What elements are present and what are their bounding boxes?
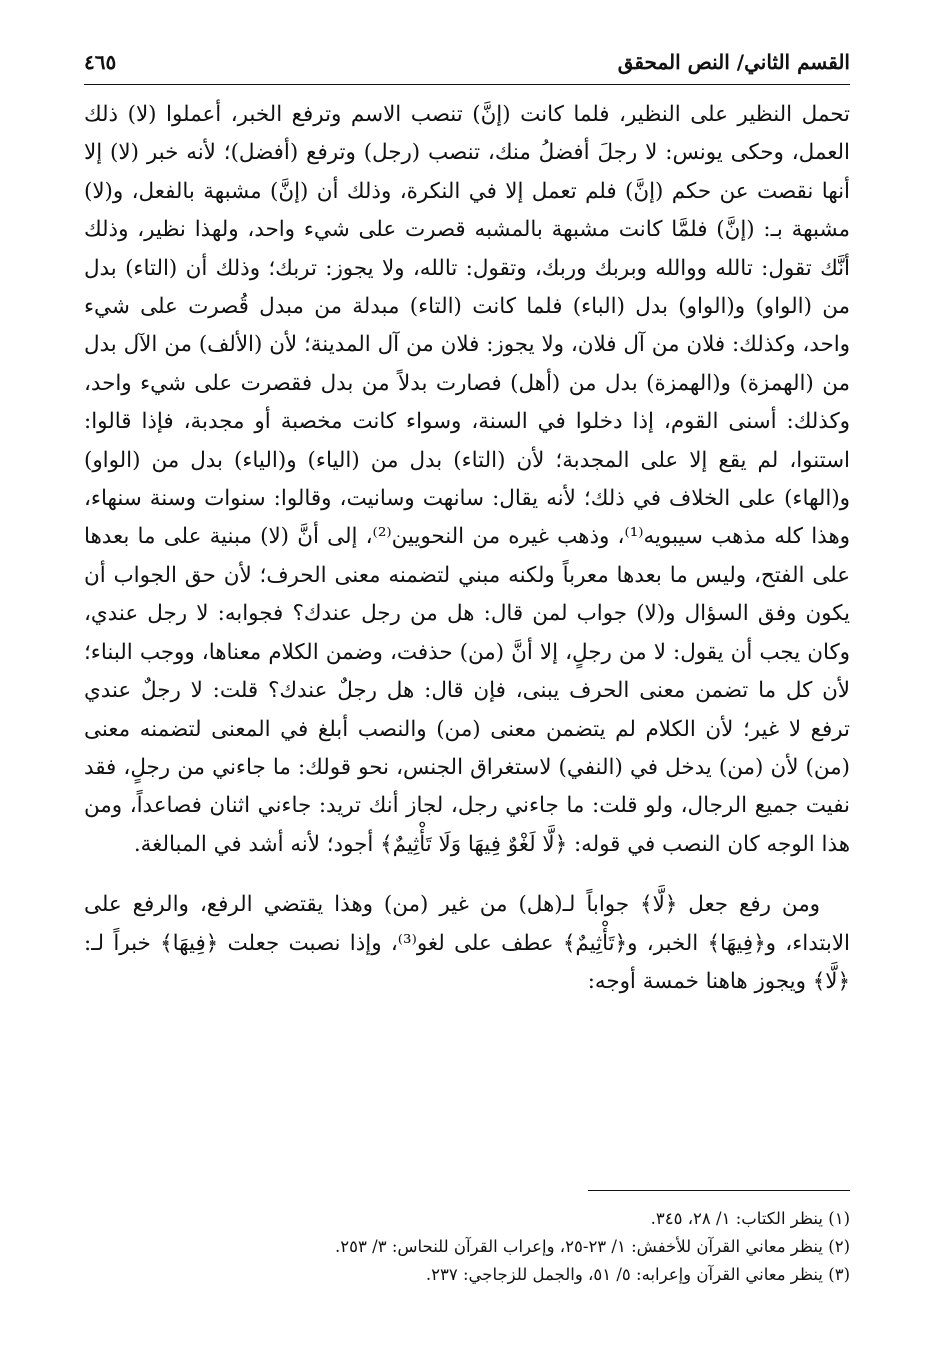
footnote-1: (١) ينظر الكتاب: ١/ ٢٨، ٣٤٥. bbox=[650, 1209, 850, 1228]
footnotes bbox=[84, 1205, 850, 1289]
page-header bbox=[84, 44, 850, 85]
main-text bbox=[84, 96, 850, 1001]
body-paragraph: تحمل النظير على النظير، فلما كانت (إنَّ) تنصب الاسم وترفع الخبر، أعملوا (لا) ذلك العمل، وحكى يونس: لا رجلَ أفضلُ منك، تنصب (رجل) وترفع (أفضل)؛ لأنه خبر (لا) إلا أنها نقصت عن حكم (إنَّ) فلم تعمل إلا في النكرة، وذلك أن (إنَّ) مشبهة بالفعل، و(لا) مشبهة بـ: (إنَّ) فلمَّا كانت مشبهة بالمشبه قصرت على شيء واحد، ولهذا نظير، وذلك أنَّك تقول: تالله ووالله وبربك وربك، وتقول: تالله، ولا يجوز: تربك؛ وذلك أن (التاء) بدل من (الواو) و(الواو) بدل (الباء) فلما كانت (التاء) مبدلة من مبدل قُصرت على شيء واحد، وكذلك: فلان من آل فلان، ولا يجوز: فلان من آل المدينة؛ لأن (الألف) من الآل بدل من (الهمزة) و(الهمزة) بدل من (أهل) فصارت بدلاً من بدل فقصرت على شيء واحد، وكذلك: أسنى القوم، إذا دخلوا في السنة، وسواء كانت مخصبة أو مجدبة، فإذا قالوا: استنوا، لم يقع إلا على المجدبة؛ لأن (التاء) بدل من (الياء) و(الياء) بدل من (الواو) و(الهاء) على الخلاف في ذلك؛ لأنه يقال: سانهت وسانيت، وقالوا: سنوات وسنة سنهاء، وهذا كله مذهب سيبويه⁽¹⁾، وذهب غيره من النحويين⁽²⁾، إلى أنَّ (لا) مبنية على ما بعدها على الفتح، وليس ما بعدها معرباً ولكنه مبني لتضمنه معنى الحرف؛ لأن حق الجواب أن يكون وفق السؤال و(لا) جواب لمن قال: هل من رجل عندك؟ فجوابه: لا رجل عندي، وكان يجب أن يقول: لا من رجلٍ، إلا أنَّ (من) حذفت، وضمن الكلام معناها، ووجب البناء؛ لأن كل ما تضمن معنى الحرف يبنى، فإن قال: هل رجلٌ عندك؟ قلت: لا رجلٌ عندي ترفع لا غير؛ لأن الكلام لم يتضمن معنى (من) والنصب أبلغ في المعنى لتضمنه معنى (من) لأن (من) يدخل في (النفي) لاستغراق الجنس، نحو قولك: ما جاءني من رجلٍ، فقد نفيت جميع الرجال، ولو قلت: ما جاءني رجل، لجاز أنك تريد: جاءني اثنان فصاعداً، ومن هذا الوجه كان النصب في قوله: ﴿لَّا لَغْوٌ فِيهَا وَلَا تَأْثِيمٌ﴾ أجود؛ لأنه أشد في المبالغة. bbox=[84, 102, 850, 857]
running-header-title: القسم الثاني/ النص المحقق bbox=[617, 50, 850, 74]
footnote-3: (٣) ينظر معاني القرآن وإعرابه: ٥/ ٥١، والجمل للزجاجي: ٢٣٧. bbox=[425, 1265, 850, 1284]
body-paragraph: ومن رفع جعل ﴿لَّا﴾ جواباً لـ(هل) من غير (من) وهذا يقتضي الرفع، والرفع على الابتداء، و﴿فِيهَا﴾ الخبر، و﴿تَأْثِيمٌ﴾ عطف على لغو⁽³⁾، وإذا نصبت جعلت ﴿فِيهَا﴾ خبراً لـ: ﴿لَّا﴾ ويجوز هاهنا خمسة أوجه: bbox=[84, 892, 850, 994]
footnote-separator bbox=[588, 1190, 850, 1191]
page-number: ٤٦٥ bbox=[84, 50, 117, 74]
footnote-2: (٢) ينظر معاني القرآن للأخفش: ١/ ٢٣-٢٥، وإعراب القرآن للنحاس: ٣/ ٢٥٣. bbox=[335, 1237, 850, 1256]
